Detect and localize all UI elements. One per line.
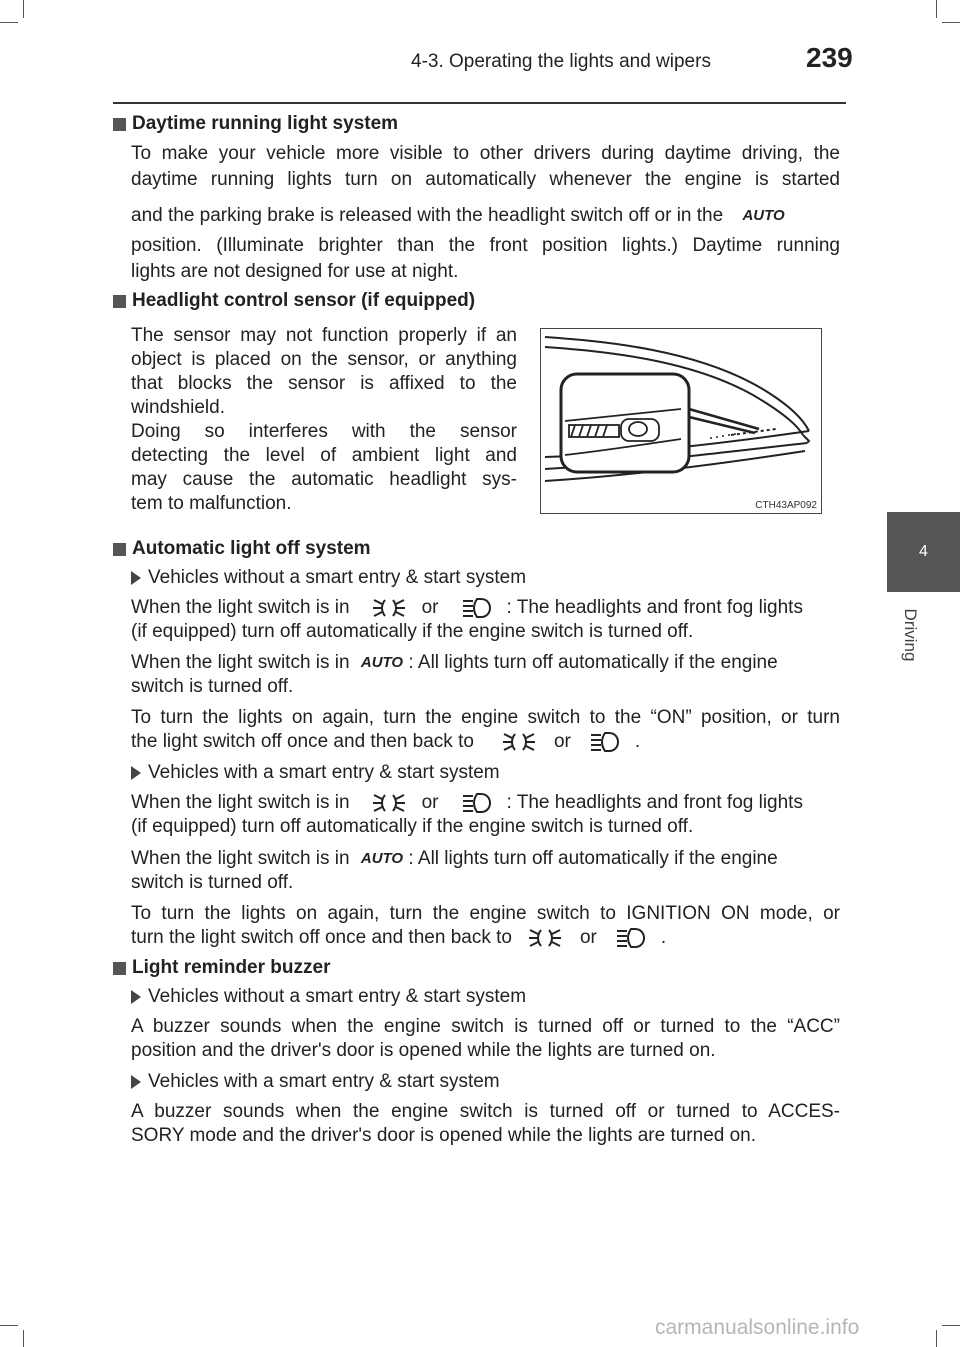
- triangle-bullet-icon: [131, 1075, 141, 1089]
- position-light-icon: [372, 792, 406, 814]
- auto-switch-icon: AUTO: [360, 654, 404, 671]
- subheading-without-smart-entry: [131, 567, 526, 589]
- text-line: switch is turned off.: [131, 676, 294, 698]
- auto-off-paragraph-2: [131, 651, 840, 699]
- text-line: windshield.: [131, 397, 225, 418]
- text-line: The sensor may not function properly if an: [131, 325, 517, 346]
- auto-switch-icon: AUTO: [742, 207, 785, 224]
- triangle-bullet-icon: [131, 766, 141, 780]
- crop-mark: [936, 0, 937, 18]
- page-number: 239: [806, 42, 853, 73]
- heading-text: Automatic light off system: [132, 538, 371, 559]
- text-span: When the light switch is in: [131, 652, 350, 674]
- chapter-number: 4: [919, 543, 928, 560]
- text-line: position. (Illuminate brighter than the front position lights.) Daytime running: [131, 235, 840, 257]
- windshield-sensor-drawing: [541, 329, 821, 513]
- text-span: .: [660, 927, 667, 948]
- text-span: When the light switch is in: [131, 792, 350, 813]
- headlight-icon: [461, 597, 493, 619]
- text-span: or: [421, 597, 439, 618]
- text-line: [131, 791, 840, 815]
- text-span: and the parking brake is released with the headlight switch off or in the: [131, 205, 724, 227]
- headlight-icon: [461, 792, 493, 814]
- chapter-tab: [887, 512, 960, 592]
- auto-off-paragraph-5: [131, 847, 840, 895]
- text-line: [131, 596, 840, 620]
- subheading-with-smart-entry: [131, 762, 500, 784]
- heading-daytime-running-light: [113, 113, 398, 135]
- text-span: or: [421, 792, 439, 813]
- text-line: object is placed on the sensor, or anything: [131, 349, 517, 370]
- text-line: [131, 926, 840, 950]
- text-line: SORY mode and the driver's door is opened while the lights are turned on.: [131, 1125, 757, 1146]
- text-line: To make your vehicle more visible to other drivers during daytime driving, the: [131, 143, 840, 164]
- bullet-square-icon: [113, 962, 126, 975]
- bullet-square-icon: [113, 295, 126, 308]
- subheading-text: Vehicles with a smart entry & start system: [148, 1071, 500, 1092]
- text-span: turn the light switch off once and then back to: [131, 927, 512, 948]
- subheading-text: Vehicles without a smart entry & start system: [148, 567, 527, 588]
- buzzer-paragraph-1: [131, 1015, 840, 1063]
- text-line: that blocks the sensor is affixed to the: [131, 373, 517, 394]
- text-line: (if equipped) turn off automatically if the engine switch is turned off.: [131, 621, 694, 642]
- auto-switch-icon: AUTO: [360, 850, 404, 867]
- headlight-icon: [589, 731, 621, 753]
- heading-text: Headlight control sensor (if equipped): [132, 290, 476, 311]
- section-header-title: 4-3. Operating the lights and wipers: [411, 51, 711, 72]
- text-span: the light switch off once and then back to: [131, 731, 474, 752]
- watermark: carmanualsonline.info: [655, 1316, 860, 1339]
- text-line: A buzzer sounds when the engine switch is turned off or turned to the “ACC”: [131, 1016, 840, 1037]
- chapter-label-wrap: [870, 600, 950, 670]
- subheading-without-smart-entry: [131, 986, 526, 1008]
- daytime-paragraph: [131, 142, 840, 284]
- triangle-bullet-icon: [131, 990, 141, 1004]
- text-line: [131, 847, 840, 871]
- text-line: position and the driver's door is opened while the lights are turned on.: [131, 1040, 716, 1061]
- sensor-paragraph: [131, 324, 517, 516]
- text-line: Doing so interferes with the sensor: [131, 421, 517, 442]
- heading-text: Light reminder buzzer: [132, 957, 331, 978]
- text-line: tem to malfunction.: [131, 493, 292, 514]
- text-line: [131, 651, 840, 675]
- crop-mark: [23, 1330, 24, 1347]
- text-line: [131, 730, 840, 754]
- auto-off-paragraph-3: [131, 706, 840, 754]
- crop-mark: [942, 22, 960, 23]
- text-span: When the light switch is in: [131, 848, 350, 870]
- text-line: detecting the level of ambient light and: [131, 445, 517, 466]
- auto-off-paragraph-1: [131, 596, 840, 644]
- bullet-square-icon: [113, 118, 126, 131]
- text-line: A buzzer sounds when the engine switch is turned off or turned to ACCES-: [131, 1101, 840, 1122]
- crop-mark: [936, 1330, 937, 1347]
- text-span: : The headlights and front fog lights: [506, 792, 803, 813]
- text-line: (if equipped) turn off automatically if the engine switch is turned off.: [131, 816, 694, 837]
- text-line: To turn the lights on again, turn the engine switch to the “ON” position, or turn: [131, 707, 840, 728]
- text-span: or: [553, 731, 571, 752]
- subheading-text: Vehicles without a smart entry & start system: [148, 986, 527, 1007]
- text-span: .: [634, 731, 641, 752]
- bullet-square-icon: [113, 543, 126, 556]
- chapter-label: Driving: [901, 608, 920, 662]
- buzzer-paragraph-2: [131, 1100, 840, 1148]
- subheading-text: Vehicles with a smart entry & start system: [148, 762, 500, 783]
- heading-headlight-sensor: [113, 290, 475, 312]
- header-rule: [113, 102, 846, 104]
- text-line: [131, 204, 840, 228]
- crop-mark: [942, 1325, 960, 1326]
- position-light-icon: [528, 927, 562, 949]
- text-span: When the light switch is in: [131, 597, 350, 618]
- text-span: or: [579, 927, 597, 948]
- triangle-bullet-icon: [131, 571, 141, 585]
- auto-off-paragraph-4: [131, 791, 840, 839]
- text-line: To turn the lights on again, turn the engine switch to IGNITION ON mode, or: [131, 903, 840, 924]
- headlight-icon: [615, 927, 647, 949]
- crop-mark: [0, 22, 18, 23]
- text-span: : The headlights and front fog lights: [506, 597, 803, 618]
- text-line: daytime running lights turn on automatically whenever the engine is started: [131, 169, 840, 190]
- crop-mark: [0, 1325, 18, 1326]
- text-line: lights are not designed for use at night.: [131, 261, 459, 283]
- text-line: may cause the automatic headlight sys-: [131, 469, 517, 490]
- heading-light-reminder-buzzer: [113, 957, 330, 979]
- heading-automatic-light-off: [113, 538, 371, 560]
- text-span: : All lights turn off automatically if the engine: [408, 652, 778, 674]
- crop-mark: [23, 0, 24, 18]
- text-span: : All lights turn off automatically if the engine: [408, 848, 778, 870]
- position-light-icon: [372, 597, 406, 619]
- heading-text: Daytime running light system: [132, 113, 399, 134]
- figure-code: CTH43AP092: [755, 500, 817, 511]
- auto-off-paragraph-6: [131, 902, 840, 950]
- position-light-icon: [502, 731, 536, 753]
- sensor-illustration: [540, 328, 822, 514]
- subheading-with-smart-entry: [131, 1071, 500, 1093]
- text-line: switch is turned off.: [131, 872, 294, 894]
